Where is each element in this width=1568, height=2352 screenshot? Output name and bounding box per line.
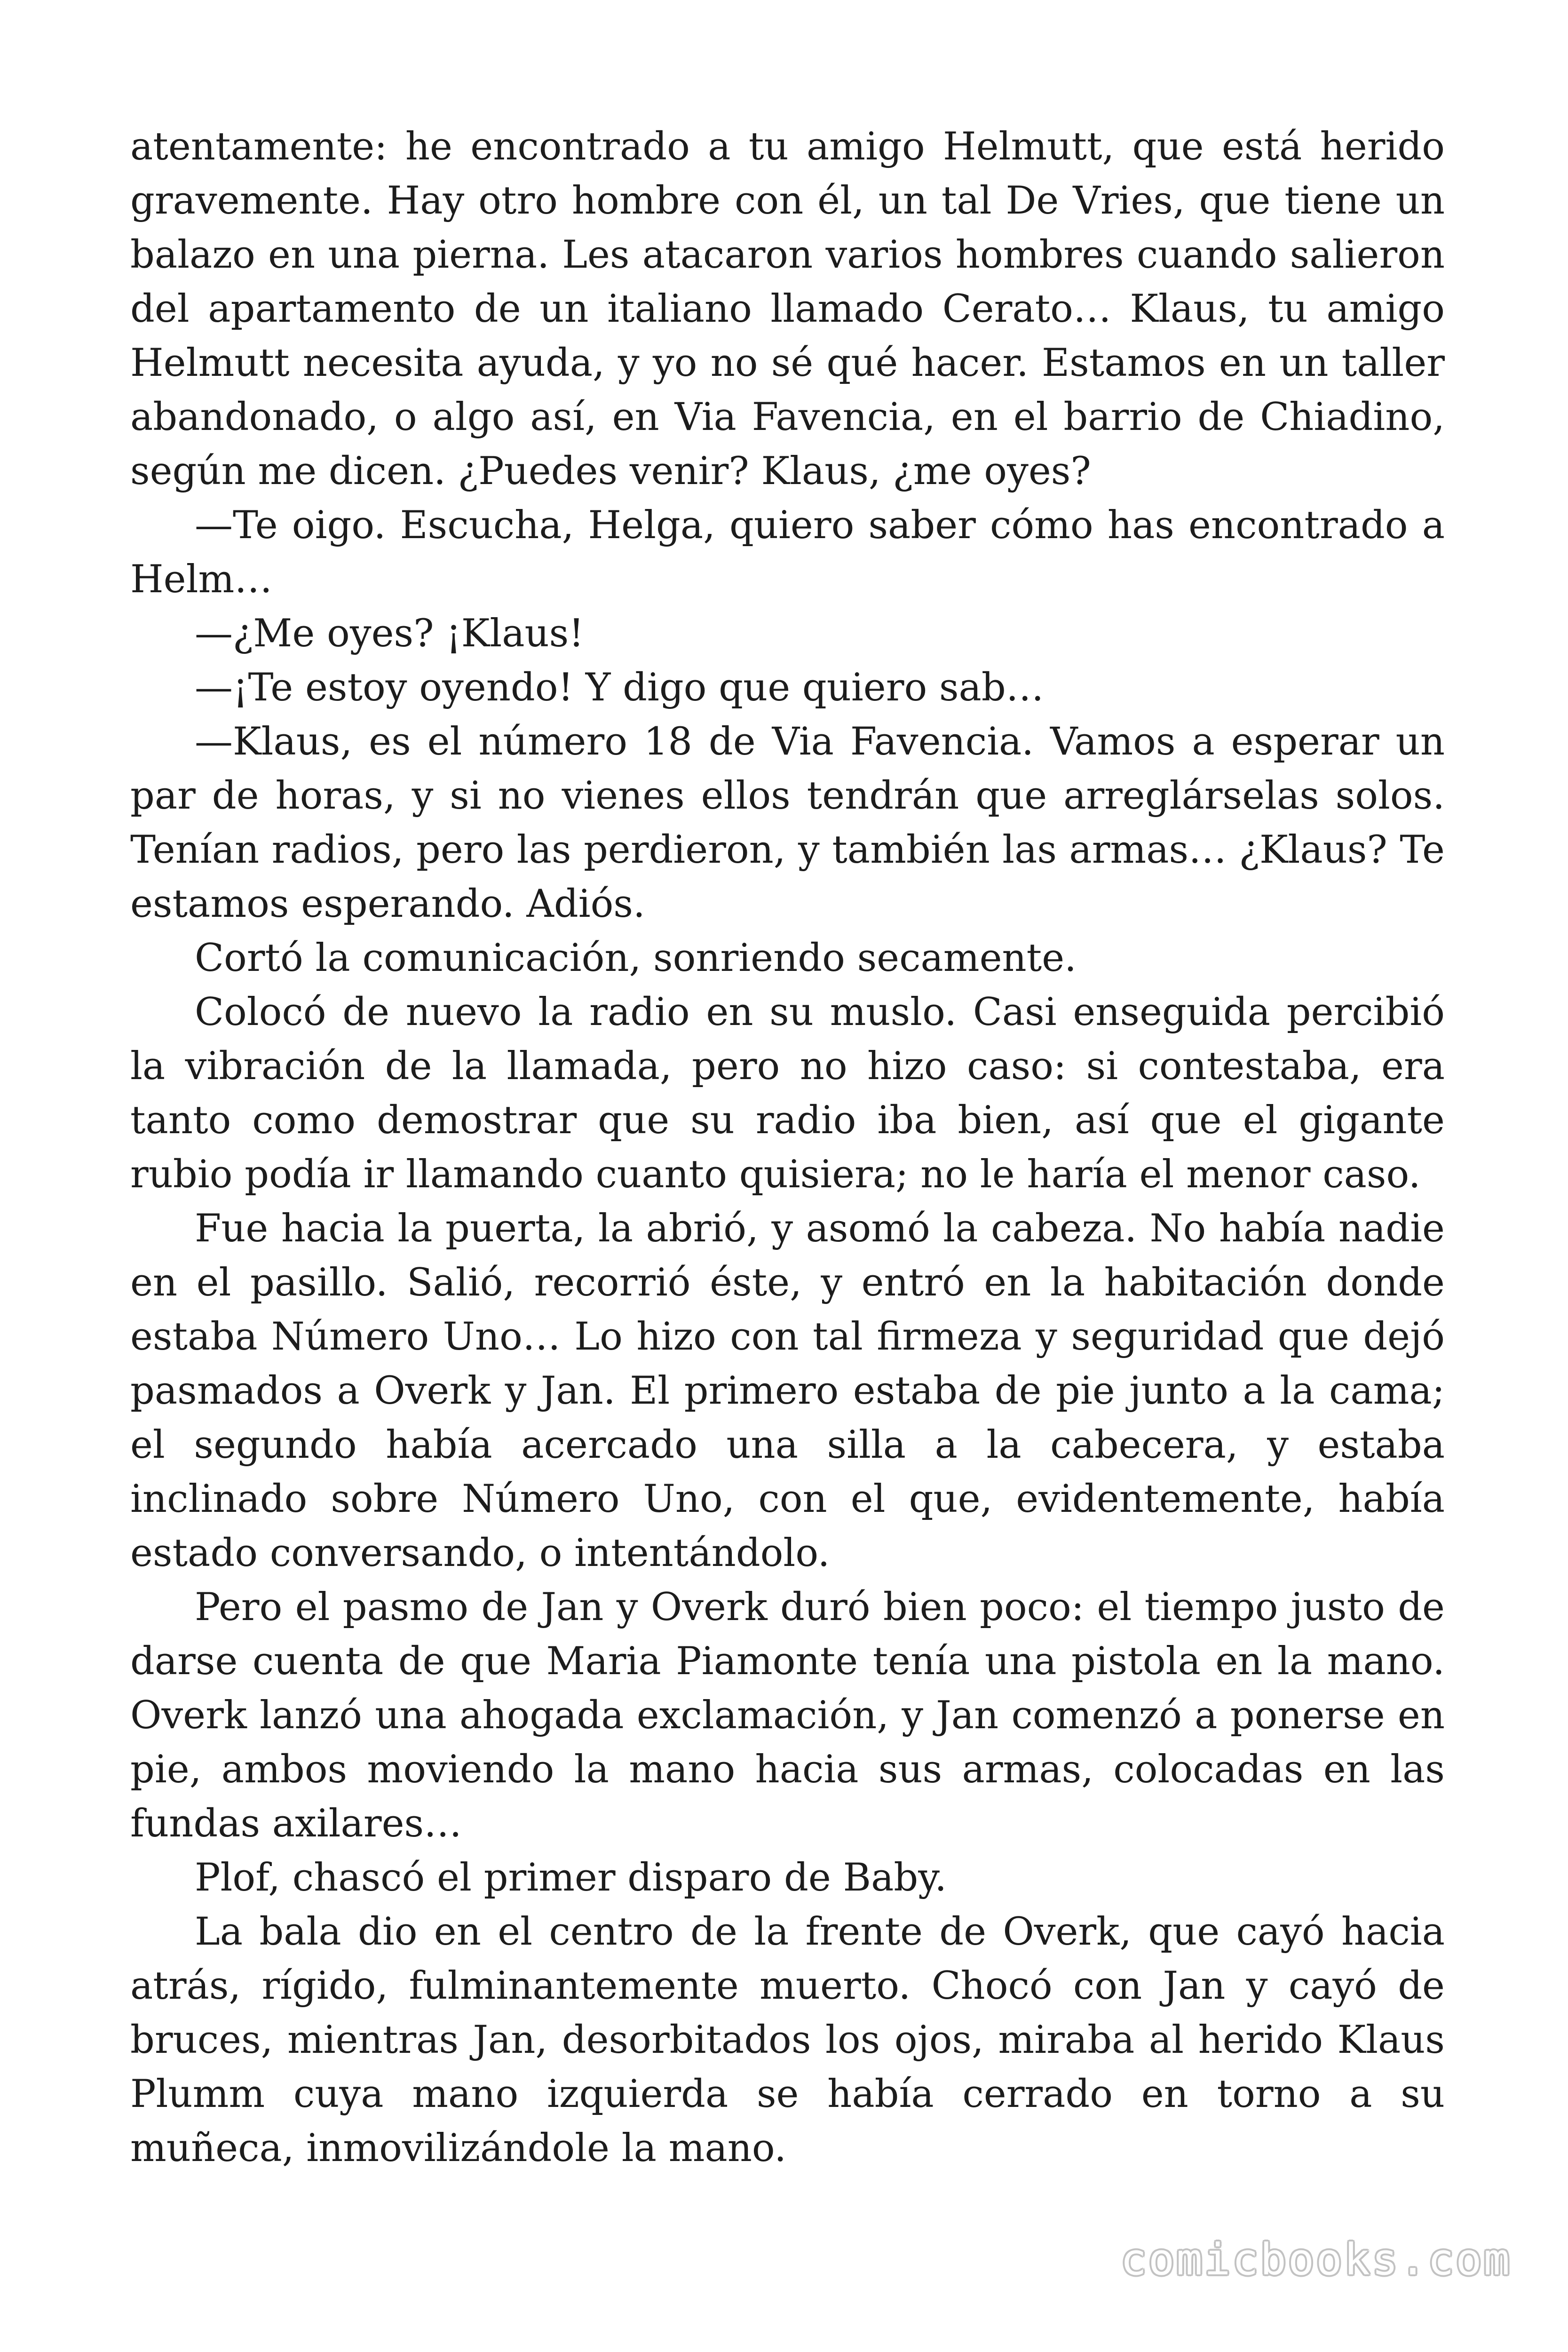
paragraph-continuation: atentamente: he encontrado a tu amigo Helmutt, que está herido gravemente. Hay otro hombre con él, un tal De Vries, que tiene un balazo en una pierna. Les atacaron varios hombres cuando salieron del apartamento de un italiano llamado Cerato… Klaus, tu amigo Helmutt necesita ayuda, y yo no sé qué hacer. Estamos en un taller abandonado, o algo así, en Via Favencia, en el barrio de Chiadino, según me dicen. ¿Puedes venir? Klaus, ¿me oyes? <box>130 125 1445 493</box>
paragraph-dialogue: —Te oigo. Escucha, Helga, quiero saber cómo has encontrado a Helm… <box>130 503 1445 602</box>
paragraph: Colocó de nuevo la radio en su muslo. Casi enseguida percibió la vibración de la llamada, pero no hizo caso: si contestaba, era tanto como demostrar que su radio iba bien, así que el gigante rubio podía ir llamando cuanto quisiera; no le haría el menor caso. <box>130 990 1445 1197</box>
paragraph-dialogue: —¿Me oyes? ¡Klaus! <box>195 612 584 656</box>
paragraph: Fue hacia la puerta, la abrió, y asomó la cabeza. No había nadie en el pasillo. Salió, recorrió éste, y entró en la habitación donde estaba Número Uno… Lo hizo con tal firmeza y seguridad que dejó pasmados a Overk y Jan. El primero estaba de pie junto a la cama; el segundo había acercado una silla a la cabecera, y estaba inclinado sobre Número Uno, con el que, evidentemente, había estado conversando, o intentándolo. <box>130 1207 1445 1575</box>
paragraph: Pero el pasmo de Jan y Overk duró bien poco: el tiempo justo de darse cuenta de que Maria Piamonte tenía una pistola en la mano. Overk lanzó una ahogada exclamación, y Jan comenzó a ponerse en pie, ambos moviendo la mano hacia sus armas, colocadas en las fundas axilares… <box>130 1585 1445 1846</box>
paragraph: La bala dio en el centro de la frente de Overk, que cayó hacia atrás, rígido, fulminantemente muerto. Chocó con Jan y cayó de bruces, mientras Jan, desorbitados los ojos, miraba al herido Klaus Plumm cuya mano izquierda se había cerrado en torno a su muñeca, inmovilizándole la mano. <box>130 1910 1445 2170</box>
paragraph-dialogue: —Klaus, es el número 18 de Via Favencia. Vamos a esperar un par de horas, y si no vienes ellos tendrán que arreglárselas solos. Tenían radios, pero las perdieron, y también las armas… ¿Klaus? Te estamos esperando. Adiós. <box>130 720 1445 926</box>
watermark: comicbooks.com <box>1120 2234 1512 2285</box>
paragraph: Plof, chascó el primer disparo de Baby. <box>195 1856 947 1900</box>
paragraph: Cortó la comunicación, sonriendo secamente. <box>195 936 1077 980</box>
paragraph-dialogue: —¡Te estoy oyendo! Y digo que quiero sab… <box>195 666 1044 710</box>
body-text <box>130 120 1445 2176</box>
